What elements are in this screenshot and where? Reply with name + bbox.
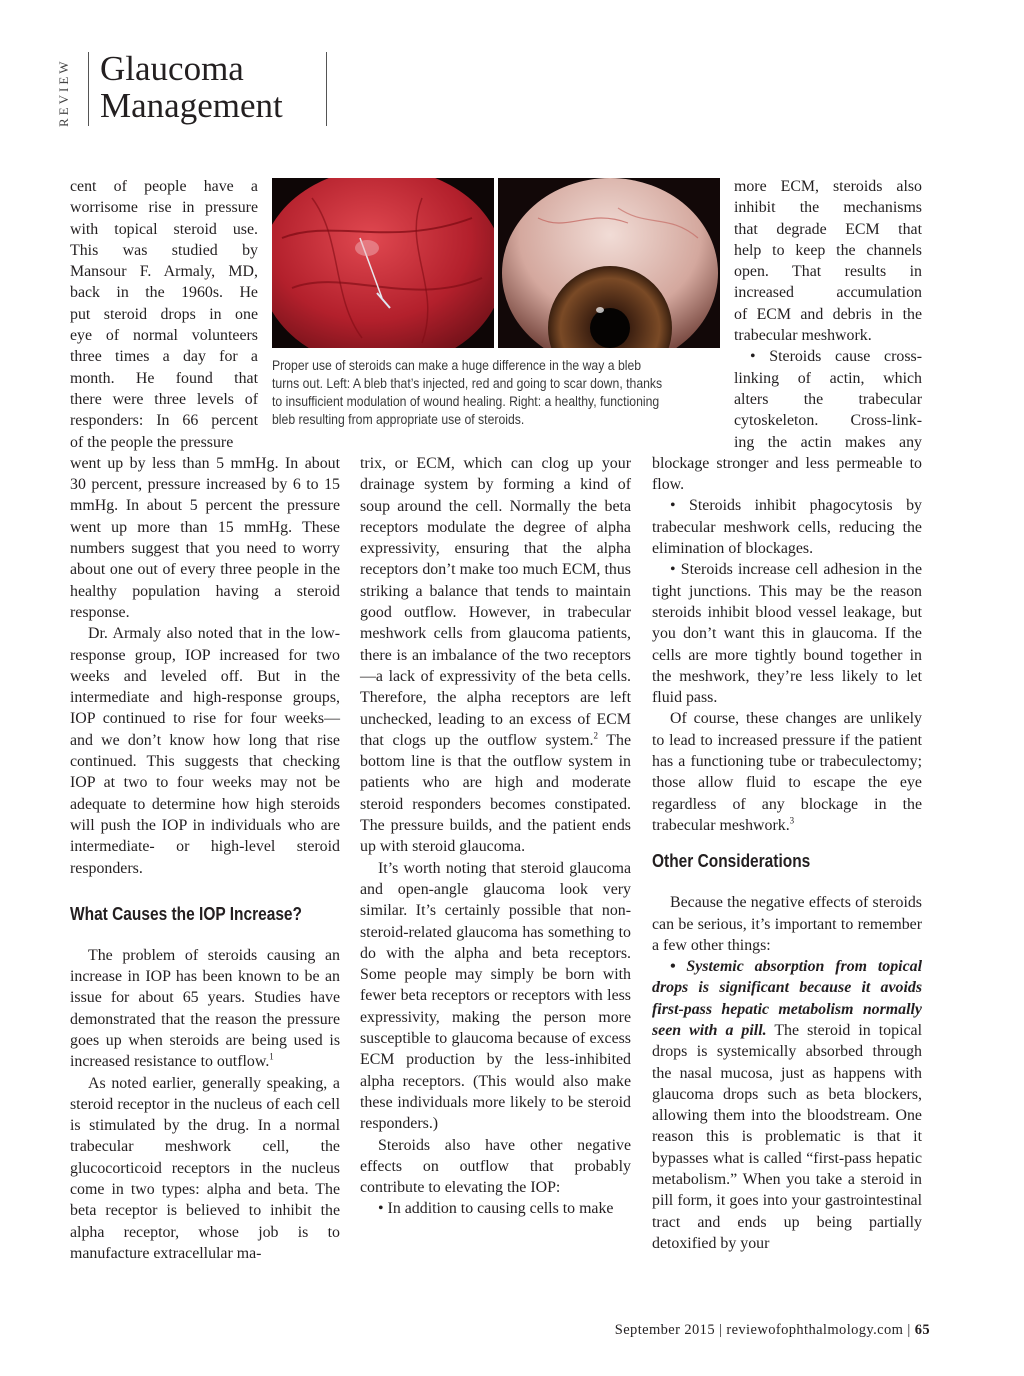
issue-date: September 2015 — [614, 1322, 715, 1338]
paragraph: Steroids also have other negative effects on outflow that probably contribute to elevating the IOP: — [360, 1136, 631, 1197]
text-line: This was studied by — [70, 241, 258, 259]
paragraph — [652, 708, 922, 836]
text-line: back in the 1960s. He — [70, 284, 258, 302]
paragraph: went up by less than 5 mmHg. In about 30 percent, pressure increased by 6 to 15 mmHg. In about 5 percent the pressure went up more than 15 mmHg. These numbers suggest that you need to worry about one out of every three people in the healthy population having a steroid response. — [70, 454, 340, 621]
caption-line: Proper use of steroids can make a huge difference in the way a bleb — [272, 358, 642, 373]
section-heading: Other Considerations — [652, 851, 811, 872]
col3-wrap-text — [734, 176, 922, 453]
text-line: linking of actin, which — [734, 369, 922, 387]
bullet-item: • In addition to causing cells to make — [378, 1200, 614, 1218]
reference-mark: 1 — [269, 1051, 274, 1062]
paragraph — [360, 453, 631, 858]
website: reviewofophthalmology.com — [726, 1322, 904, 1338]
text-line: of the people the pressure — [70, 433, 234, 451]
reference-mark: 3 — [789, 815, 795, 826]
column-2 — [360, 453, 631, 1220]
masthead-line-2: Management — [100, 86, 283, 125]
masthead-rule-left — [88, 52, 89, 126]
text-line: help to keep the channels — [734, 241, 922, 259]
paragraph-text: The steroid in topical drops is systemically absorbed through the nasal mucosa, just as happens with glaucoma drops such as beta blockers, allowing them into the bloodstream. One reason this is problematic is that it bypasses what is called “first-pass hepatic metabolism.” When you take a steroid in pill form, it goes into your gastrointestinal tract and ends up being partially detoxified by your — [652, 1021, 923, 1252]
paragraph-text: Of course, these changes are unlikely to lead to increased pressure if the patient has a functioning tube or trabeculectomy; those allow fluid to escape the eye regardless of any blockage in the trabecular meshwork. — [652, 710, 922, 834]
bold-lead-text: • Systemic absorption from topical drops is significant because it avoids first-pass hepatic metabolism normally seen with a pill. — [652, 958, 922, 1039]
paragraph: blockage stronger and less permeable to flow. — [652, 454, 922, 494]
paragraph: As noted earlier, generally speaking, a steroid receptor in the nucleus of each cell is stimulated by the drug. In a normal trabecular meshwork cell, the glucocorticoid receptors in the nucleus come in two types: alpha and beta. The beta receptor is believed to inhibit the alpha receptor, whose job is to manufacture extracellular ma- — [70, 1074, 340, 1262]
footer-divider: | — [719, 1322, 727, 1338]
caption-line: bleb resulting from appropriate use of steroids. — [272, 412, 525, 427]
text-line: more ECM, steroids also — [734, 178, 922, 195]
paragraph-text: The problem of steroids causing an increase in IOP has been known to be an issue for about 65 years. Studies have demonstrated that the reason the pressure goes up when steroids are being used is increased resistance to outflow. — [70, 946, 340, 1071]
section-tag: REVIEW — [56, 58, 71, 128]
text-line: put steroid drops in one — [70, 305, 258, 323]
column-3 — [652, 176, 922, 1254]
reference-mark: 2 — [593, 730, 598, 741]
text-line: • Steroids cause cross- — [750, 348, 922, 366]
text-line: three times a day for a — [70, 348, 258, 366]
text-line: responders: In 66 percent — [70, 412, 258, 430]
paragraph — [652, 956, 922, 1254]
masthead-rule-right — [326, 52, 327, 126]
page-footer — [560, 1322, 930, 1339]
paragraph: Because the negative effects of steroids can be serious, it’s important to remember a few other things: — [652, 894, 922, 954]
text-line: worrisome rise in pressure — [70, 199, 258, 217]
text-line: cent of people have a — [70, 178, 258, 195]
bullet-item: • Steroids increase cell adhesion in the tight junctions. This may be the reason steroids inhibit blood vessel leakage, but you don’t want this in glaucoma. If the cells are more tightly bound together in the meshwork, they’re less likely to let fluid pass. — [652, 561, 922, 707]
text-line: open. That results in — [734, 263, 922, 281]
bullet-item: • Steroids inhibit phagocytosis by trabecular meshwork cells, reducing the elimination of blockages. — [652, 497, 922, 558]
section-heading: What Causes the IOP Increase? — [70, 903, 302, 924]
col1-wrap-text — [70, 176, 258, 453]
caption-line: turns out. Left: A bleb that’s injected, red and going to scar down, thanks — [272, 376, 663, 391]
text-line: eye of normal volunteers — [70, 327, 258, 345]
masthead-title — [100, 50, 283, 124]
text-line: Mansour F. Armaly, MD, — [70, 263, 258, 281]
text-line: alters the trabecular — [734, 390, 922, 408]
text-line: ing the actin makes any — [734, 433, 922, 451]
caption-line: to insufficient modulation of wound healing. Right: a healthy, functioning — [272, 394, 660, 409]
bleb-injected-photo — [272, 178, 494, 348]
text-line: with topical steroid use. — [70, 220, 258, 238]
text-line: there were three levels of — [70, 390, 258, 408]
page-number: 65 — [914, 1322, 930, 1338]
text-line: trabecular meshwork. — [734, 327, 872, 345]
masthead-line-1: Glaucoma — [100, 49, 244, 88]
text-line: inhibit the mechanisms — [734, 199, 922, 217]
paragraph: Dr. Armaly also noted that in the low-response group, IOP increased for two weeks and leveled off. But in the intermediate and high-response groups, IOP continued to rise for four weeks—and we don’t know how long that rise continued. This suggests that checking IOP at two to four weeks may not be adequate to determine how high steroids will push the IOP in individuals who are intermediate- or high-level steroid responders. — [70, 625, 340, 877]
paragraph-text: trix, or ECM, which can clog up your drainage system by forming a kind of soup around the cell. Normally the beta receptors modulate the degree of alpha expressivity, ensuring that the alpha receptors don’t make too much ECM, thus striking a balance that tends to maintain good outflow. However, in trabecular meshwork cells from glaucoma patients, there is an imbalance of the two receptors—a lack of expressivity of the beta cells. Therefore, the alpha receptors are left unchecked, leading to an excess of ECM that clogs up the outflow system. — [360, 455, 631, 749]
text-line: of ECM and debris in the — [734, 305, 922, 323]
paragraph — [70, 945, 340, 1073]
paragraph-text: The bottom line is that the outflow system in patients who are high and moderate steroid responders becomes constipated. The pressure builds, and the patient ends up with steroid glaucoma. — [360, 731, 631, 856]
text-line: month. He found that — [70, 369, 258, 387]
bleb-injected-image — [272, 178, 494, 348]
footer-divider: | — [907, 1322, 915, 1338]
text-line: that degrade ECM that — [734, 220, 922, 238]
text-line: cytoskeleton. Cross-link- — [734, 412, 922, 430]
text-line: increased accumulation — [734, 284, 922, 302]
paragraph: It’s worth noting that steroid glaucoma and open-angle glaucoma look very similar. It’s certainly possible that non-steroid-related glaucoma has something to do with the alpha and beta receptors. Some people may simply be born with fewer beta receptors or receptors with less expressivity, making the person more susceptible to glaucoma because of excess ECM production by the less-inhibited alpha receptors. (This would also make these individuals more likely to be steroid responders.) — [360, 859, 631, 1133]
